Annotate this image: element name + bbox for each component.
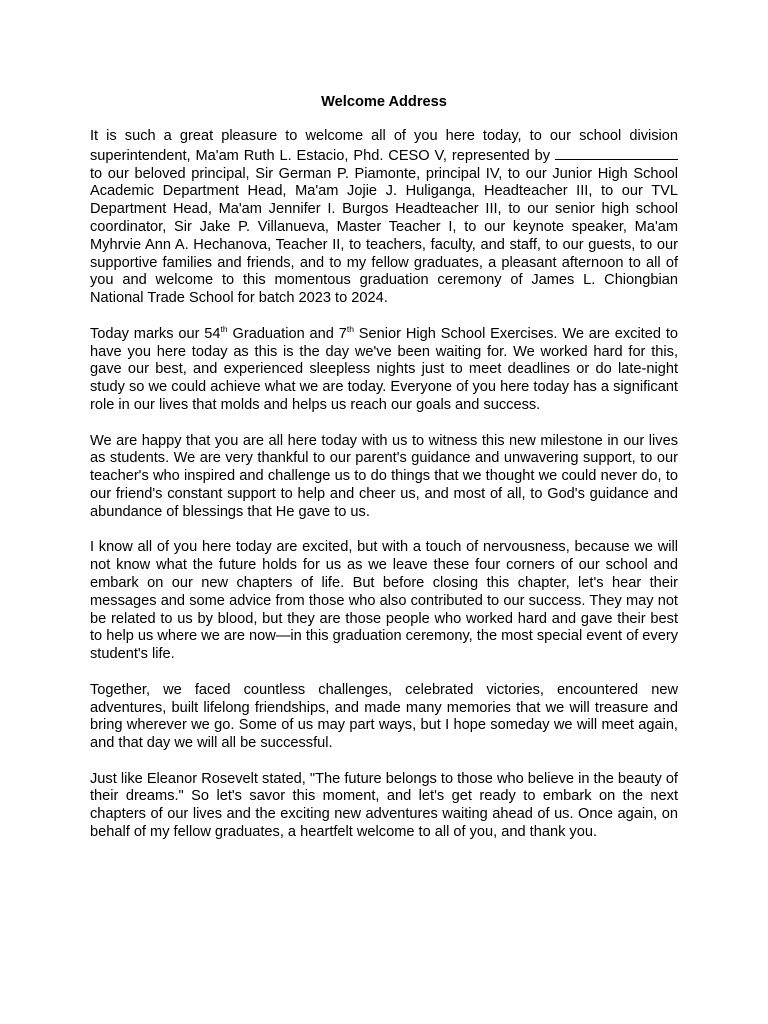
- paragraph-together: Together, we faced countless challenges, celebrated victories, encountered new adventures, built lifelong friendships, and made many memories that we will treasure and bring wherever we go. Some of us may part ways, but I hope someday we will meet again, and that day we will all be successful.: [90, 681, 678, 752]
- superscript: th: [220, 323, 228, 334]
- paragraph-graduation: [90, 323, 678, 415]
- document-title: Welcome Address: [321, 94, 447, 110]
- paragraph-text: It is such a great pleasure to welcome all of you here today, to our school division superintendent, Ma'am Ruth L. Estacio, Phd. CESO V, represented by: [90, 128, 678, 164]
- blank-line: [555, 146, 678, 160]
- superscript: th: [346, 323, 354, 334]
- paragraph-text: Graduation and 7: [227, 325, 347, 342]
- paragraph-text: to our beloved principal, Sir German P. Piamonte, principal IV, to our Junior High School Academic Department Head, Ma'am Jojie J. Huliganga, Headteacher III, to our TVL Department Head, Ma'am Jennifer I. Burgos Headteacher III, to our senior high school coordinator, Sir Jake P. Villanueva, Master Teacher I, to our keynote speaker, Ma'am Myhrvie Ann A. Hechanova, Teacher II, to teachers, faculty, and staff, to our guests, to our supportive families and friends, and to my fellow graduates, a pleasant afternoon to all of you and welcome to this momentous graduation ceremony of James L. Chiongbian National Trade School for batch 2023 to 2024.: [90, 165, 678, 307]
- paragraph-welcome: [90, 128, 678, 308]
- paragraph-closing: Just like Eleanor Rosevelt stated, "The future belongs to those who believe in the beauty of their dreams." So let's savor this moment, and let's get ready to embark on the next chapters of our lives and the exciting new adventures waiting ahead of us. Once again, on behalf of my fellow graduates, a heartfelt welcome to all of you, and thank you.: [90, 770, 678, 841]
- paragraph-text: Today marks our 54: [90, 325, 221, 342]
- paragraph-text: Senior High School Exercises. We are excited to have you here today as this is the day we've been waiting for. We worked hard for this, gave our best, and experienced sleepless nights just to meet deadlines or do late-night study so we could achieve what we are today. Everyone of you here today has a significant role in our lives that molds and helps us reach our goals and success.: [90, 325, 678, 413]
- paragraph-gratitude: We are happy that you are all here today with us to witness this new milestone in our lives as students. We are very thankful to our parent's guidance and unwavering support, to our teacher's who inspired and challenge us to do things that we thought we could never do, to our friend's constant support to help and cheer us, and most of all, to God's guidance and abundance of blessings that He gave to us.: [90, 432, 678, 520]
- paragraph-future: I know all of you here today are excited, but with a touch of nervousness, because we will not know what the future holds for us as we leave these four corners of our school and embark on our new chapters of life. But before closing this chapter, let's hear their messages and some advice from those who also contributed to our success. They may not be related to us by blood, but they are those people who worked hard and gave their best to help us where we are now—in this graduation ceremony, the most special event of every student's life.: [90, 539, 678, 663]
